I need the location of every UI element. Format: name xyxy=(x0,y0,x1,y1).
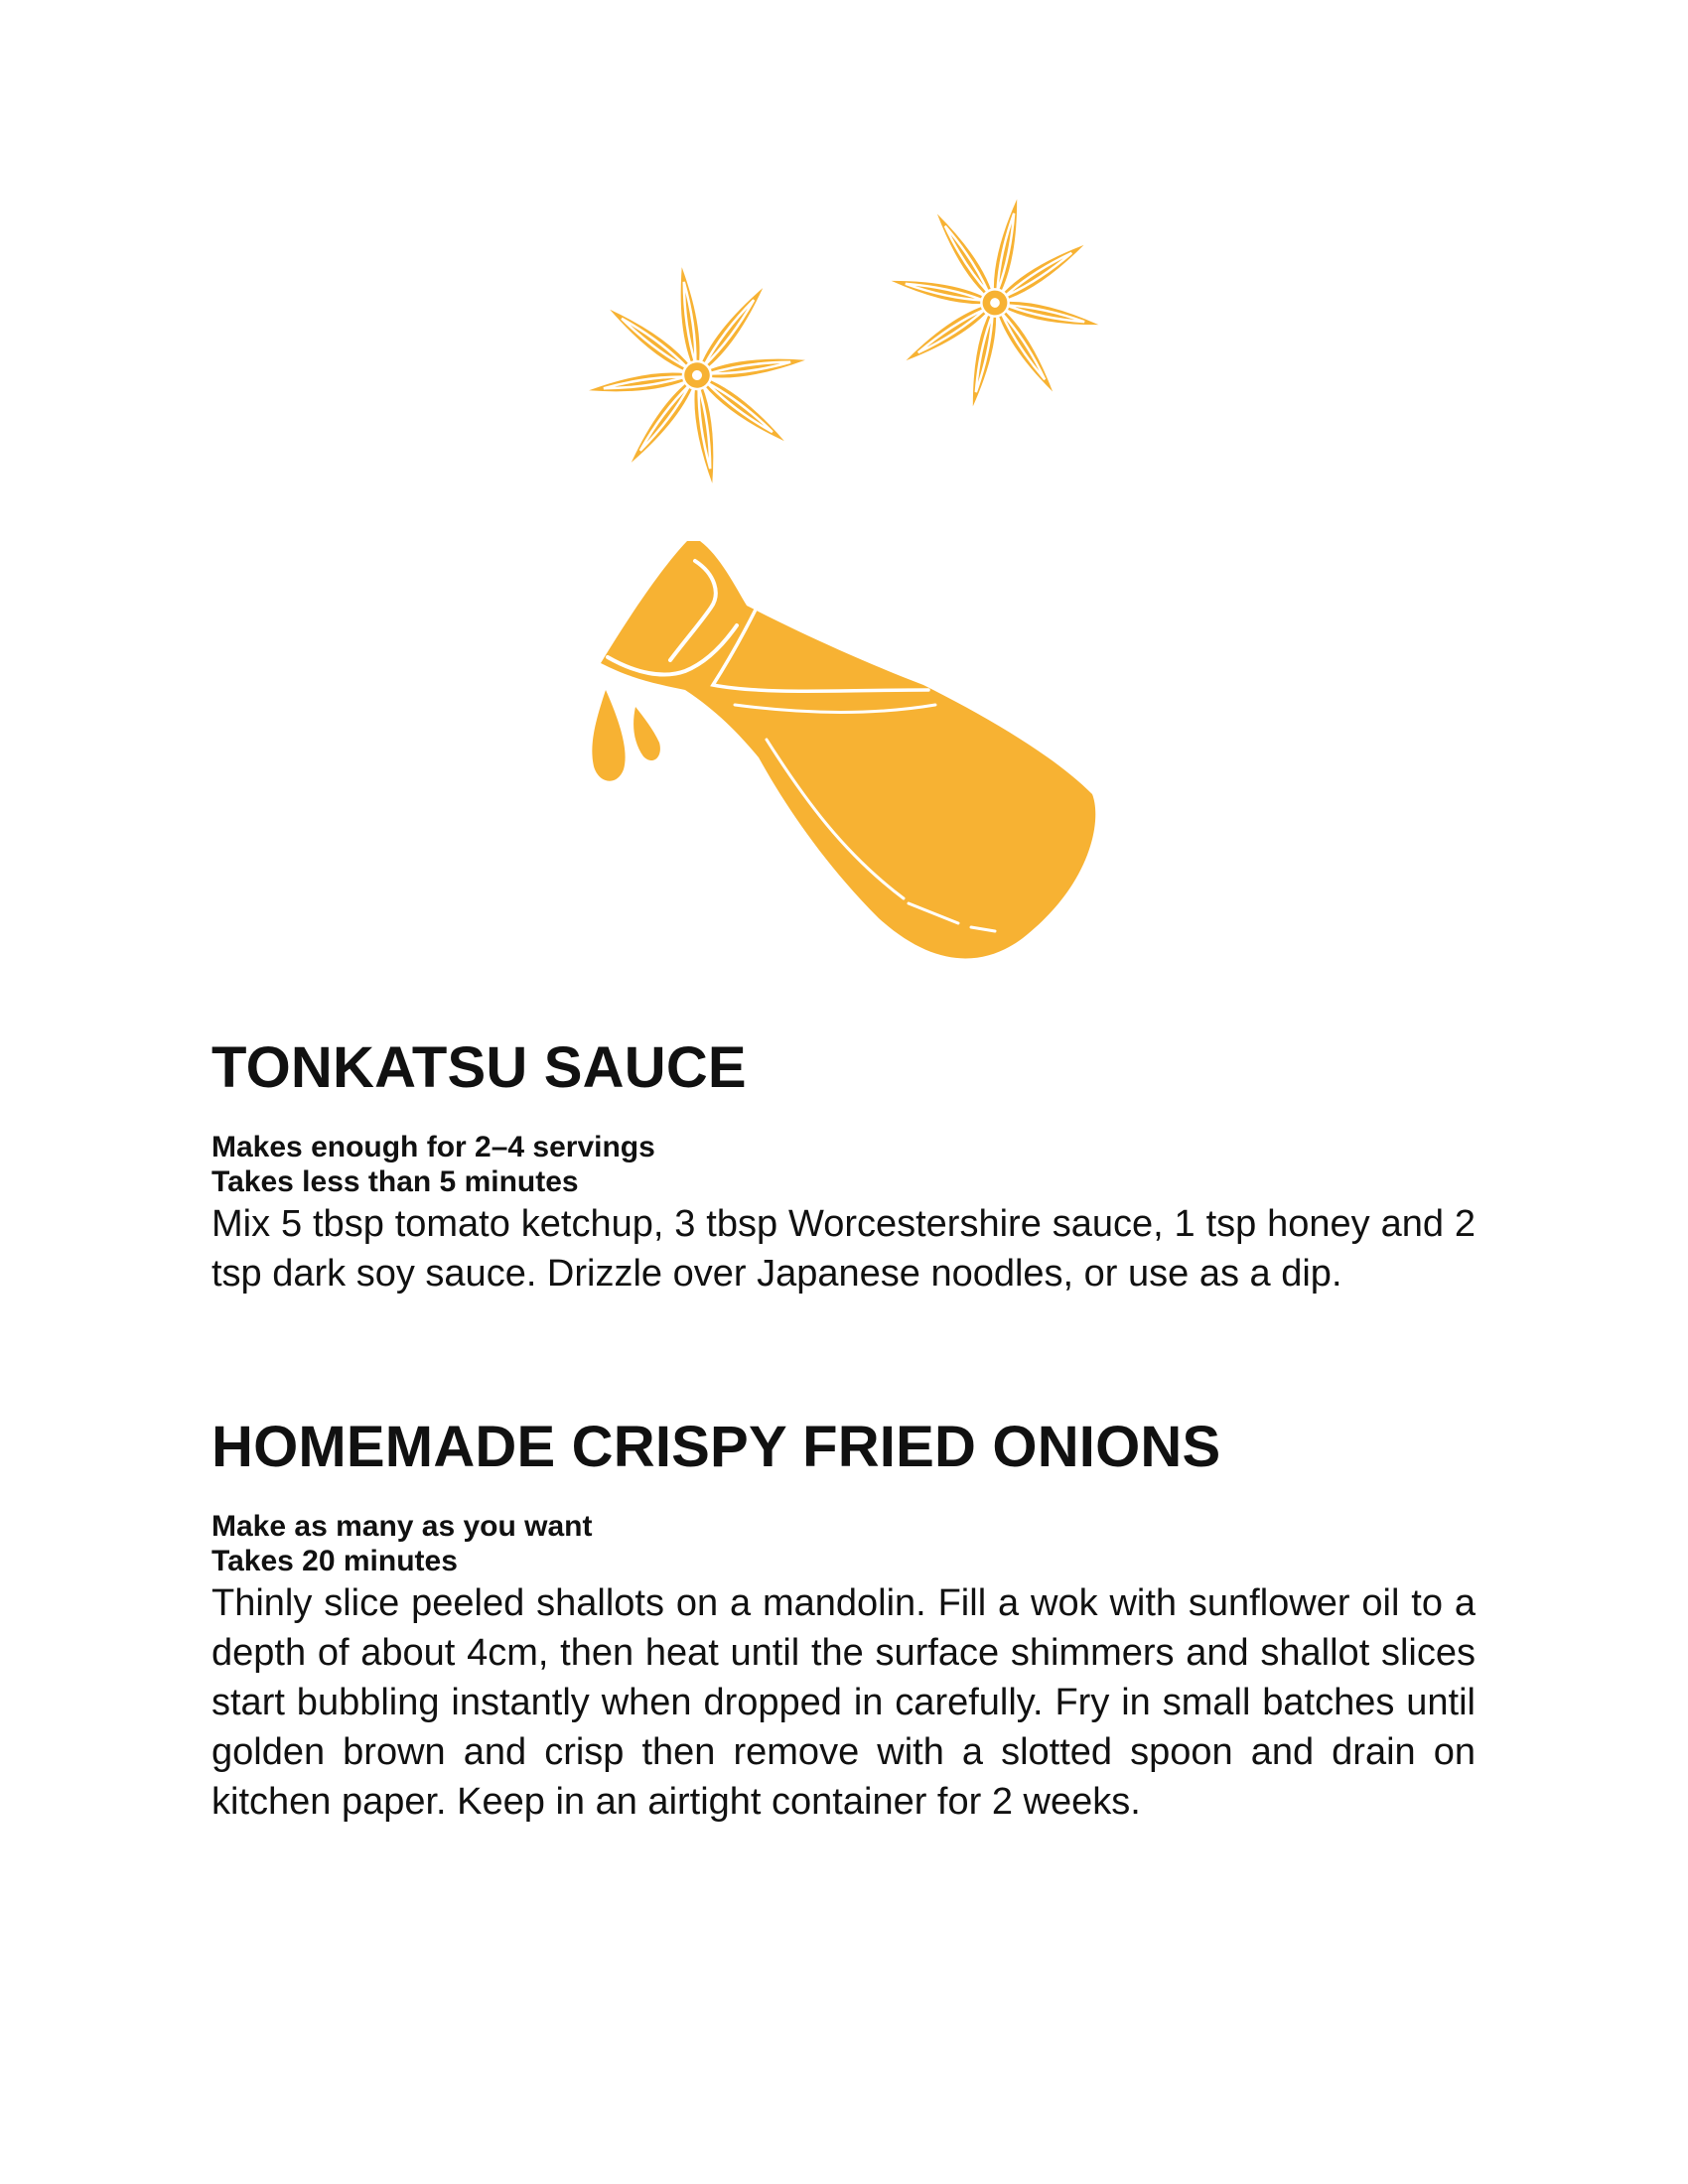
recipe-yield: Makes enough for 2–4 servings xyxy=(211,1131,655,1163)
recipe-method: Mix 5 tbsp tomato ketchup, 3 tbsp Worcestershire sauce, 1 tsp honey and 2 tsp dark soy sauce. Drizzle over Japanese noodles, or use as a dip. xyxy=(211,1203,1476,1295)
recipe-method: Thinly slice peeled shallots on a mandolin. Fill a wok with sunflower oil to a depth of about 4cm, then heat until the surface shimmers and shallot slices start bubbling instantly when dropped in carefully. Fry in small batches until golden brown and crisp then remove with a slotted spoon and drain on kitchen paper. Keep in an airtight container for 2 weeks. xyxy=(211,1582,1476,1823)
recipe-meta xyxy=(211,1130,1476,1199)
recipe-yield: Make as many as you want xyxy=(211,1510,593,1543)
sauce-bottle-icon xyxy=(592,541,1095,958)
recipe-meta xyxy=(211,1509,1476,1578)
recipe-tonkatsu-sauce xyxy=(211,1032,1476,1298)
recipe-time: Takes less than 5 minutes xyxy=(211,1165,579,1198)
star-anise-icon xyxy=(869,179,1112,429)
recipe-title: HOMEMADE CRISPY FRIED ONIONS xyxy=(211,1415,1221,1479)
recipe-title: TONKATSU SAUCE xyxy=(211,1035,747,1100)
recipe-crispy-fried-onions xyxy=(211,1412,1476,1827)
star-anise-icon xyxy=(574,252,820,498)
recipe-illustration xyxy=(556,179,1112,993)
recipe-time: Takes 20 minutes xyxy=(211,1545,458,1577)
